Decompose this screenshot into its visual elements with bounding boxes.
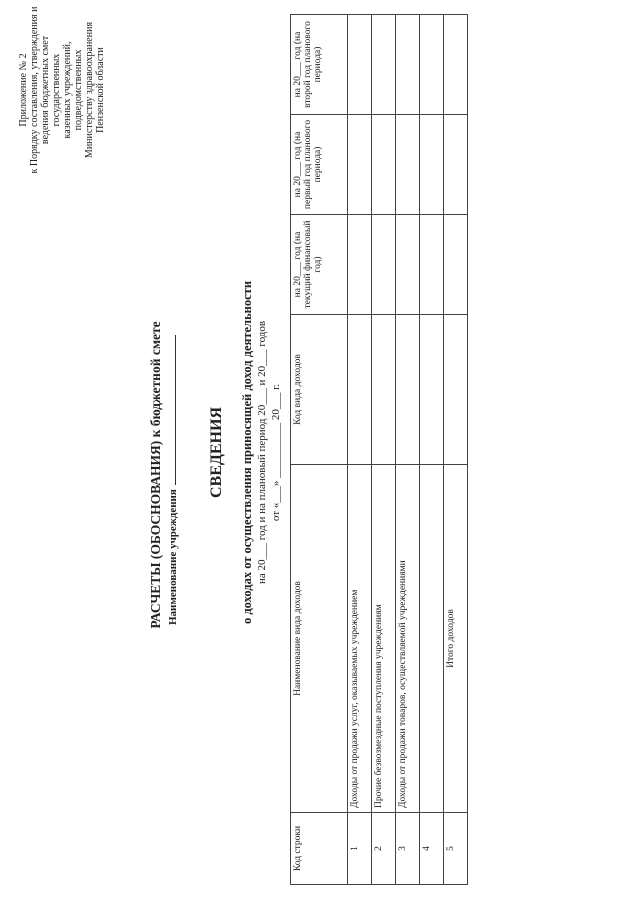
row-code: 5	[444, 813, 468, 885]
table-row	[396, 15, 420, 885]
institution-row	[167, 335, 179, 625]
row-income-code-cell	[420, 315, 444, 465]
header-income-name: Наименование вида доходов	[291, 465, 348, 813]
header-current-year: на 20___ год (на текущий финансовый год)	[291, 215, 348, 315]
row-current-year-cell	[420, 215, 444, 315]
row-current-year-cell	[444, 215, 468, 315]
document-period: на 20___ год и на плановый период 20___ и 20___ годов	[256, 320, 268, 585]
document-subtitle: о доходах от осуществления приносящей доход деятельности	[240, 280, 254, 625]
row-first-plan-year-cell	[348, 115, 372, 215]
row-code: 4	[420, 813, 444, 885]
table-row	[420, 15, 444, 885]
table-header-row	[291, 15, 348, 885]
row-code: 3	[396, 813, 420, 885]
row-income-code-cell	[396, 315, 420, 465]
header-first-plan-year: на 20___ год (на первый год планового периода)	[291, 115, 348, 215]
row-second-plan-year-cell	[396, 15, 420, 115]
row-name: Прочие безвозмездные поступления учреждениям	[372, 465, 396, 813]
row-name: Доходы от продажи товаров, осуществляемой учреждениями	[396, 465, 420, 813]
row-second-plan-year-cell	[348, 15, 372, 115]
appendix-line: Приложение № 2	[18, 53, 29, 127]
table-row	[348, 15, 372, 885]
document-heading: СВЕДЕНИЯ	[208, 406, 225, 499]
row-name: Доходы от продажи услуг, оказываемых учреждением	[348, 465, 372, 813]
row-first-plan-year-cell	[420, 115, 444, 215]
appendix-line: казенных учреждений, подведомственных	[62, 41, 84, 139]
table-row-total	[444, 15, 468, 885]
row-second-plan-year-cell	[444, 15, 468, 115]
row-income-code-cell	[348, 315, 372, 465]
row-current-year-cell	[348, 215, 372, 315]
page-title: РАСЧЕТЫ (ОБОСНОВАНИЯ) к бюджетной смете	[148, 321, 163, 629]
row-income-code-cell	[444, 315, 468, 465]
table-row	[372, 15, 396, 885]
row-name: Итого доходов	[444, 465, 468, 813]
header-income-code: Код вида доходов	[291, 315, 348, 465]
row-income-code-cell	[372, 315, 396, 465]
row-current-year-cell	[396, 215, 420, 315]
row-first-plan-year-cell	[396, 115, 420, 215]
document-date: от «___» __________ 20___ г.	[270, 383, 282, 522]
row-second-plan-year-cell	[420, 15, 444, 115]
row-second-plan-year-cell	[372, 15, 396, 115]
institution-blank-line	[175, 335, 176, 485]
header-second-plan-year: на 20___ год (на второй год планового периода)	[291, 15, 348, 115]
appendix-line: Министерству здравоохранения	[84, 21, 95, 159]
row-code: 1	[348, 813, 372, 885]
income-table	[290, 14, 468, 885]
row-current-year-cell	[372, 215, 396, 315]
row-code: 2	[372, 813, 396, 885]
row-name	[420, 465, 444, 813]
appendix-line: ведения бюджетных смет государственных	[40, 35, 62, 145]
header-row-code: Код строки	[291, 813, 348, 885]
row-first-plan-year-cell	[444, 115, 468, 215]
appendix-note	[18, 5, 106, 175]
appendix-line: Пензенской области	[95, 47, 106, 133]
row-first-plan-year-cell	[372, 115, 396, 215]
institution-label: Наименование учреждения	[167, 489, 179, 625]
appendix-line: к Порядку составления, утверждения и	[29, 6, 40, 174]
